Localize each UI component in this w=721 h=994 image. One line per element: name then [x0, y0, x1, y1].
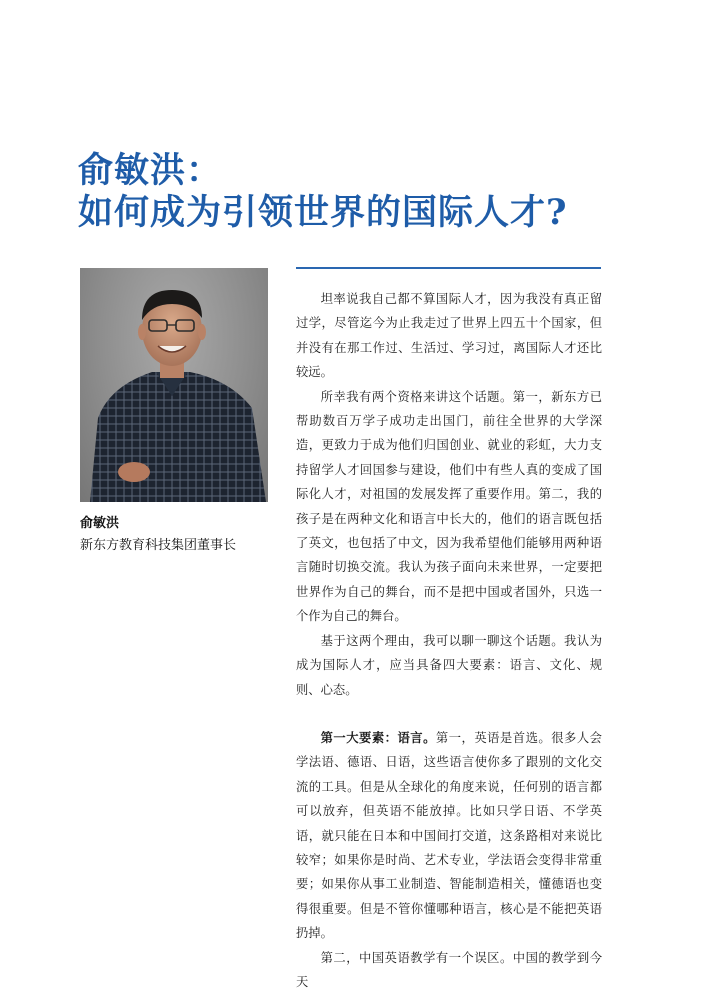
caption-name: 俞敏洪 — [80, 516, 120, 531]
paragraph-spacer — [296, 702, 602, 726]
paragraph-4 — [296, 726, 602, 946]
portrait-photo — [80, 268, 268, 502]
article-title — [78, 150, 678, 234]
section-heading-language: 第一大要素：语言。 — [320, 729, 436, 745]
title-divider — [296, 267, 601, 269]
paragraph-3: 基于这两个理由，我可以聊一聊这个话题。我认为成为国际人才，应当具备四大要素：语言、文化、规则、心态。 — [296, 633, 602, 697]
caption-role: 新东方教育科技集团董事长 — [80, 538, 237, 553]
title-line-1: 俞敏洪： — [78, 150, 223, 191]
portrait-illustration — [80, 268, 268, 502]
paragraph-2: 所幸我有两个资格来讲这个话题。第一，新东方已帮助数百万学子成功走出国门，前往全世界的大学深造，更致力于成为他们归国创业、就业的彩虹，大力支持留学人才回国参与建设，他们中有些人真的变成了国际化人才，对祖国的发展发挥了重要作用。第二，我的孩子是在两种文化和语言中长大的，他们的语言既包括了英文，也包括了中文，因为我希望他们能够用两种语言随时切换交流。我认为孩子面向未来世界，一定要把世界作为自己的舞台，而不是把中国或者国外，只选一个作为自己的舞台。 — [296, 389, 602, 624]
paragraph-5: 第二，中国英语教学有一个误区。中国的教学到今天 — [296, 950, 602, 989]
article-body — [296, 287, 602, 994]
paragraph-1: 坦率说我自己都不算国际人才，因为我没有真正留过学，尽管迄今为止我走过了世界上四五十个国家，但并没有在那工作过、生活过、学习过，离国际人才还比较远。 — [296, 292, 602, 380]
paragraph-4-text: 第一，英语是首选。很多人会学法语、德语、日语，这些语言使你多了跟别的文化交流的工具。但是从全球化的角度来说，任何别的语言都可以放弃，但英语不能放掉。比如只学日语、不学英语，就只能在日本和中国间打交道，这条路相对来说比较窄；如果你是时尚、艺术专业，学法语会变得非常重要；如果你从事工业制造、智能制造相关，懂德语也变得很重要。但是不管你懂哪种语言，核心是不能把英语扔掉。 — [296, 730, 602, 941]
title-line-2: 如何成为引领世界的国际人才? — [78, 192, 568, 233]
